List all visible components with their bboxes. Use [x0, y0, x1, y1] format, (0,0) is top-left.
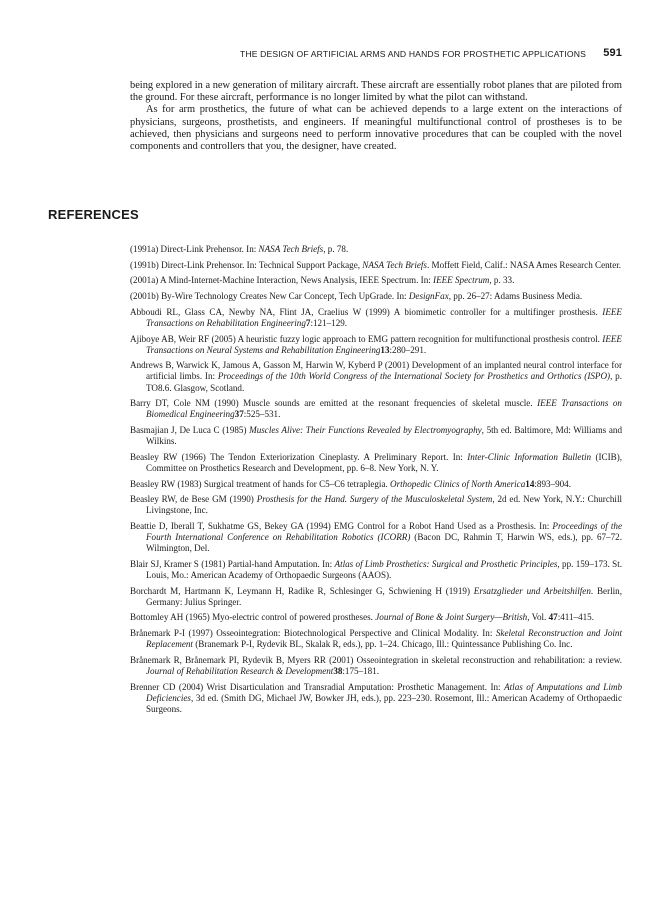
reference-entry — [130, 452, 622, 474]
reference-text: :893–904. — [534, 478, 572, 489]
reference-text: Bottomley AH (1965) Myo-electric control of powered prostheses. — [130, 612, 376, 623]
reference-volume: 38 — [333, 666, 343, 676]
reference-source-title: Inter-Clinic Information Bulletin — [467, 451, 592, 462]
body-paragraph: being explored in a new generation of military aircraft. These aircraft are essentially robot planes that are piloted from the ground. For these aircraft, performance is no longer limited by what the pilot can withstand. — [130, 80, 622, 104]
reference-source-title: Atlas of Limb Prosthetics: Surgical and Prosthetic Principles — [334, 558, 558, 569]
reference-source-title: IEEE Transactions on Biomedical Engineering — [146, 398, 622, 420]
body-paragraph: As for arm prosthetics, the future of what can be achieved depends to a large extent on the interactions of physicians, surgeons, prosthetists, and engineers. If meaningful multifunctional control of prostheses is to be achieved, then physicians and surgeons need to perform innovative procedures that can be coupled with the novel components and controllers that you, the designer, have created. — [130, 104, 622, 153]
running-head — [130, 48, 622, 62]
reference-source-title: Journal of Rehabilitation Research & Development — [146, 666, 334, 676]
reference-entry — [130, 275, 622, 286]
reference-source-title: IEEE Spectrum — [433, 275, 490, 286]
reference-volume: 14 — [525, 478, 535, 489]
reference-text: , 2d ed. New York, N.Y.: Churchill Livingstone, Inc. — [146, 494, 623, 516]
reference-text: Vol. — [529, 612, 549, 623]
body-text — [130, 80, 622, 153]
reference-volume: 47 — [548, 612, 558, 623]
reference-entry — [130, 479, 622, 490]
reference-entry — [130, 682, 622, 715]
reference-text: :175–181. — [342, 666, 380, 676]
reference-entry — [130, 398, 622, 420]
reference-text: (Branemark P-I, Rydevik BL, Skalak R, eds.), pp. 1–24. Chicago, Ill.: Quintessance Publishing Co. Inc. — [192, 639, 573, 650]
references-heading: REFERENCES — [48, 207, 139, 222]
reference-text: Basmajian J, De Luca C (1985) — [130, 424, 250, 435]
page-number: 591 — [603, 47, 622, 59]
reference-text: (Bacon DC, Rahmin T, Harwin WS, eds.), pp. 67–72. Wilmington, Del. — [146, 532, 622, 554]
reference-text: , 5th ed. Baltimore, Md: Williams and Wilkins. — [146, 424, 622, 447]
reference-text: (1991a) Direct-Link Prehensor. In: — [130, 244, 259, 254]
reference-entry — [130, 559, 622, 581]
reference-source-title: Orthopedic Clinics of North America — [390, 478, 526, 489]
reference-volume: 7 — [305, 317, 311, 328]
reference-text: :121–129. — [310, 317, 348, 328]
reference-text: . Berlin, Germany: Julius Springer. — [146, 585, 622, 607]
reference-text: Ajiboye AB, Weir RF (2005) A heuristic fuzzy logic approach to EMG pattern recognition for multifunctional prosthesis control. — [130, 333, 603, 344]
reference-source-title: Prosthesis for the Hand. Surgery of the Musculoskeletal System — [256, 494, 493, 505]
reference-source-title: Atlas of Amputations and Limb Deficiencies — [146, 681, 622, 703]
reference-source-title: IEEE Transactions on Neural Systems and Rehabilitation Engineering — [146, 333, 622, 355]
reference-text: (1991b) Direct-Link Prehensor. In: Technical Support Package, — [130, 259, 363, 270]
reference-text: :525–531. — [243, 409, 281, 420]
reference-text: , 3d ed. (Smith DG, Michael JW, Bowker JH, eds.), pp. 223–230. Rosemont, Ill.: American Academy of Orthopaedic Surgeons. — [146, 692, 622, 714]
reference-text: Brånemark P-I (1997) Osseointegration: Biotechnological Perspective and Clinical Modality. In: — [130, 628, 496, 639]
reference-text: Barry DT, Cole NM (1990) Muscle sounds are emitted at the resonant frequencies of skeletal muscle. — [130, 398, 538, 409]
reference-text: Beasley RW, de Bese GM (1990) — [130, 494, 257, 505]
reference-source-title: NASA Tech Briefs — [258, 244, 324, 254]
reference-entry — [130, 494, 622, 516]
reference-source-title: Muscles Alive: Their Functions Revealed by Electromyography — [249, 424, 482, 435]
reference-text: Abboudi RL, Glass CA, Newby NA, Flint JA, Craelius W (1999) A biomimetic controller for a multifinger prosthesis. — [130, 306, 603, 317]
reference-entry — [130, 655, 622, 677]
reference-text: , pp. 26–27: Adams Business Media. — [448, 291, 583, 302]
reference-text: :411–415. — [557, 612, 594, 623]
reference-text: Brenner CD (2004) Wrist Disarticulation and Transradial Amputation: Prosthetic Management. In: — [130, 681, 505, 692]
reference-text: Blair SJ, Kramer S (1981) Partial-hand Amputation. In: — [130, 558, 335, 569]
reference-text: , pp. 159–173. St. Louis, Mo.: American Academy of Orthopaedic Surgeons (AAOS). — [146, 558, 623, 580]
reference-volume: 13 — [380, 344, 390, 355]
reference-source-title: Journal of Bone & Joint Surgery—British, — [375, 612, 530, 623]
reference-entry — [130, 307, 622, 329]
reference-text: Andrews B, Warwick K, Jamous A, Gasson M, Harwin W, Kyberd P (2001) Development of an implanted neural control interface for artificial limbs. In: — [130, 360, 622, 382]
reference-text: :280–291. — [389, 344, 427, 355]
reference-text: Beasley RW (1983) Surgical treatment of hands for C5–C6 tetraplegia. — [130, 478, 391, 489]
reference-text: Borchardt M, Hartmann K, Leymann H, Radike R, Schlesinger G, Schwiening H (1919) — [130, 585, 474, 596]
reference-source-title: Proceedings of the Fourth International Conference on Rehabilitation Robotics (ICORR) — [146, 521, 622, 543]
reference-entry — [130, 521, 622, 554]
reference-text: Beattie D, Iberall T, Sukhatme GS, Bekey GA (1994) EMG Control for a Robot Hand Used as a Prosthesis. In: — [130, 521, 553, 531]
reference-entry — [130, 612, 622, 623]
reference-entry — [130, 334, 622, 356]
reference-source-title: Ersatzglieder und Arbeitshilfen — [473, 585, 591, 596]
reference-text: Beasley RW (1966) The Tendon Exteriorization Cineplasty. A Preliminary Report. In: — [130, 451, 468, 462]
reference-text: , p. TO8.6. Glasgow, Scotland. — [146, 371, 622, 393]
reference-entry — [130, 291, 622, 302]
reference-source-title: Skeletal Reconstruction and Joint Replacement — [146, 628, 622, 650]
reference-entry — [130, 425, 622, 447]
reference-text: (2001b) By-Wire Technology Creates New Car Concept, Tech UpGrade. In: — [130, 291, 409, 302]
reference-text: (ICIB), Committee on Prosthetics Research and Development, pp. 6–8. New York, N. Y. — [146, 451, 623, 473]
reference-source-title: IEEE Transactions on Rehabilitation Engineering — [146, 306, 622, 328]
running-head-title: THE DESIGN OF ARTIFICIAL ARMS AND HANDS FOR PROSTHETIC APPLICATIONS — [239, 49, 586, 59]
reference-source-title: DesignFax — [408, 291, 449, 302]
reference-entry — [130, 586, 622, 608]
reference-volume: 37 — [234, 409, 244, 420]
reference-entry — [130, 260, 622, 271]
reference-source-title: NASA Tech Briefs — [362, 259, 427, 270]
references-list — [130, 244, 622, 720]
reference-text: , p. 33. — [489, 275, 515, 286]
reference-entry — [130, 360, 622, 393]
reference-text: . Moffett Field, Calif.: NASA Ames Research Center. — [426, 259, 622, 270]
reference-text: (2001a) A Mind-Internet-Machine Interaction, News Analysis, IEEE Spectrum. In: — [130, 275, 434, 286]
reference-text: , p. 78. — [323, 244, 349, 254]
reference-entry — [130, 244, 622, 255]
reference-text: Brånemark R, Brånemark PI, Rydevik B, Myers RR (2001) Osseointegration in skeletal reconstruction and rehabilitation: a review. — [130, 654, 622, 665]
reference-entry — [130, 628, 622, 650]
reference-source-title: Proceedings of the 10th World Congress of the International Society for Prosthetics and Orthotics (ISPO) — [217, 371, 611, 382]
